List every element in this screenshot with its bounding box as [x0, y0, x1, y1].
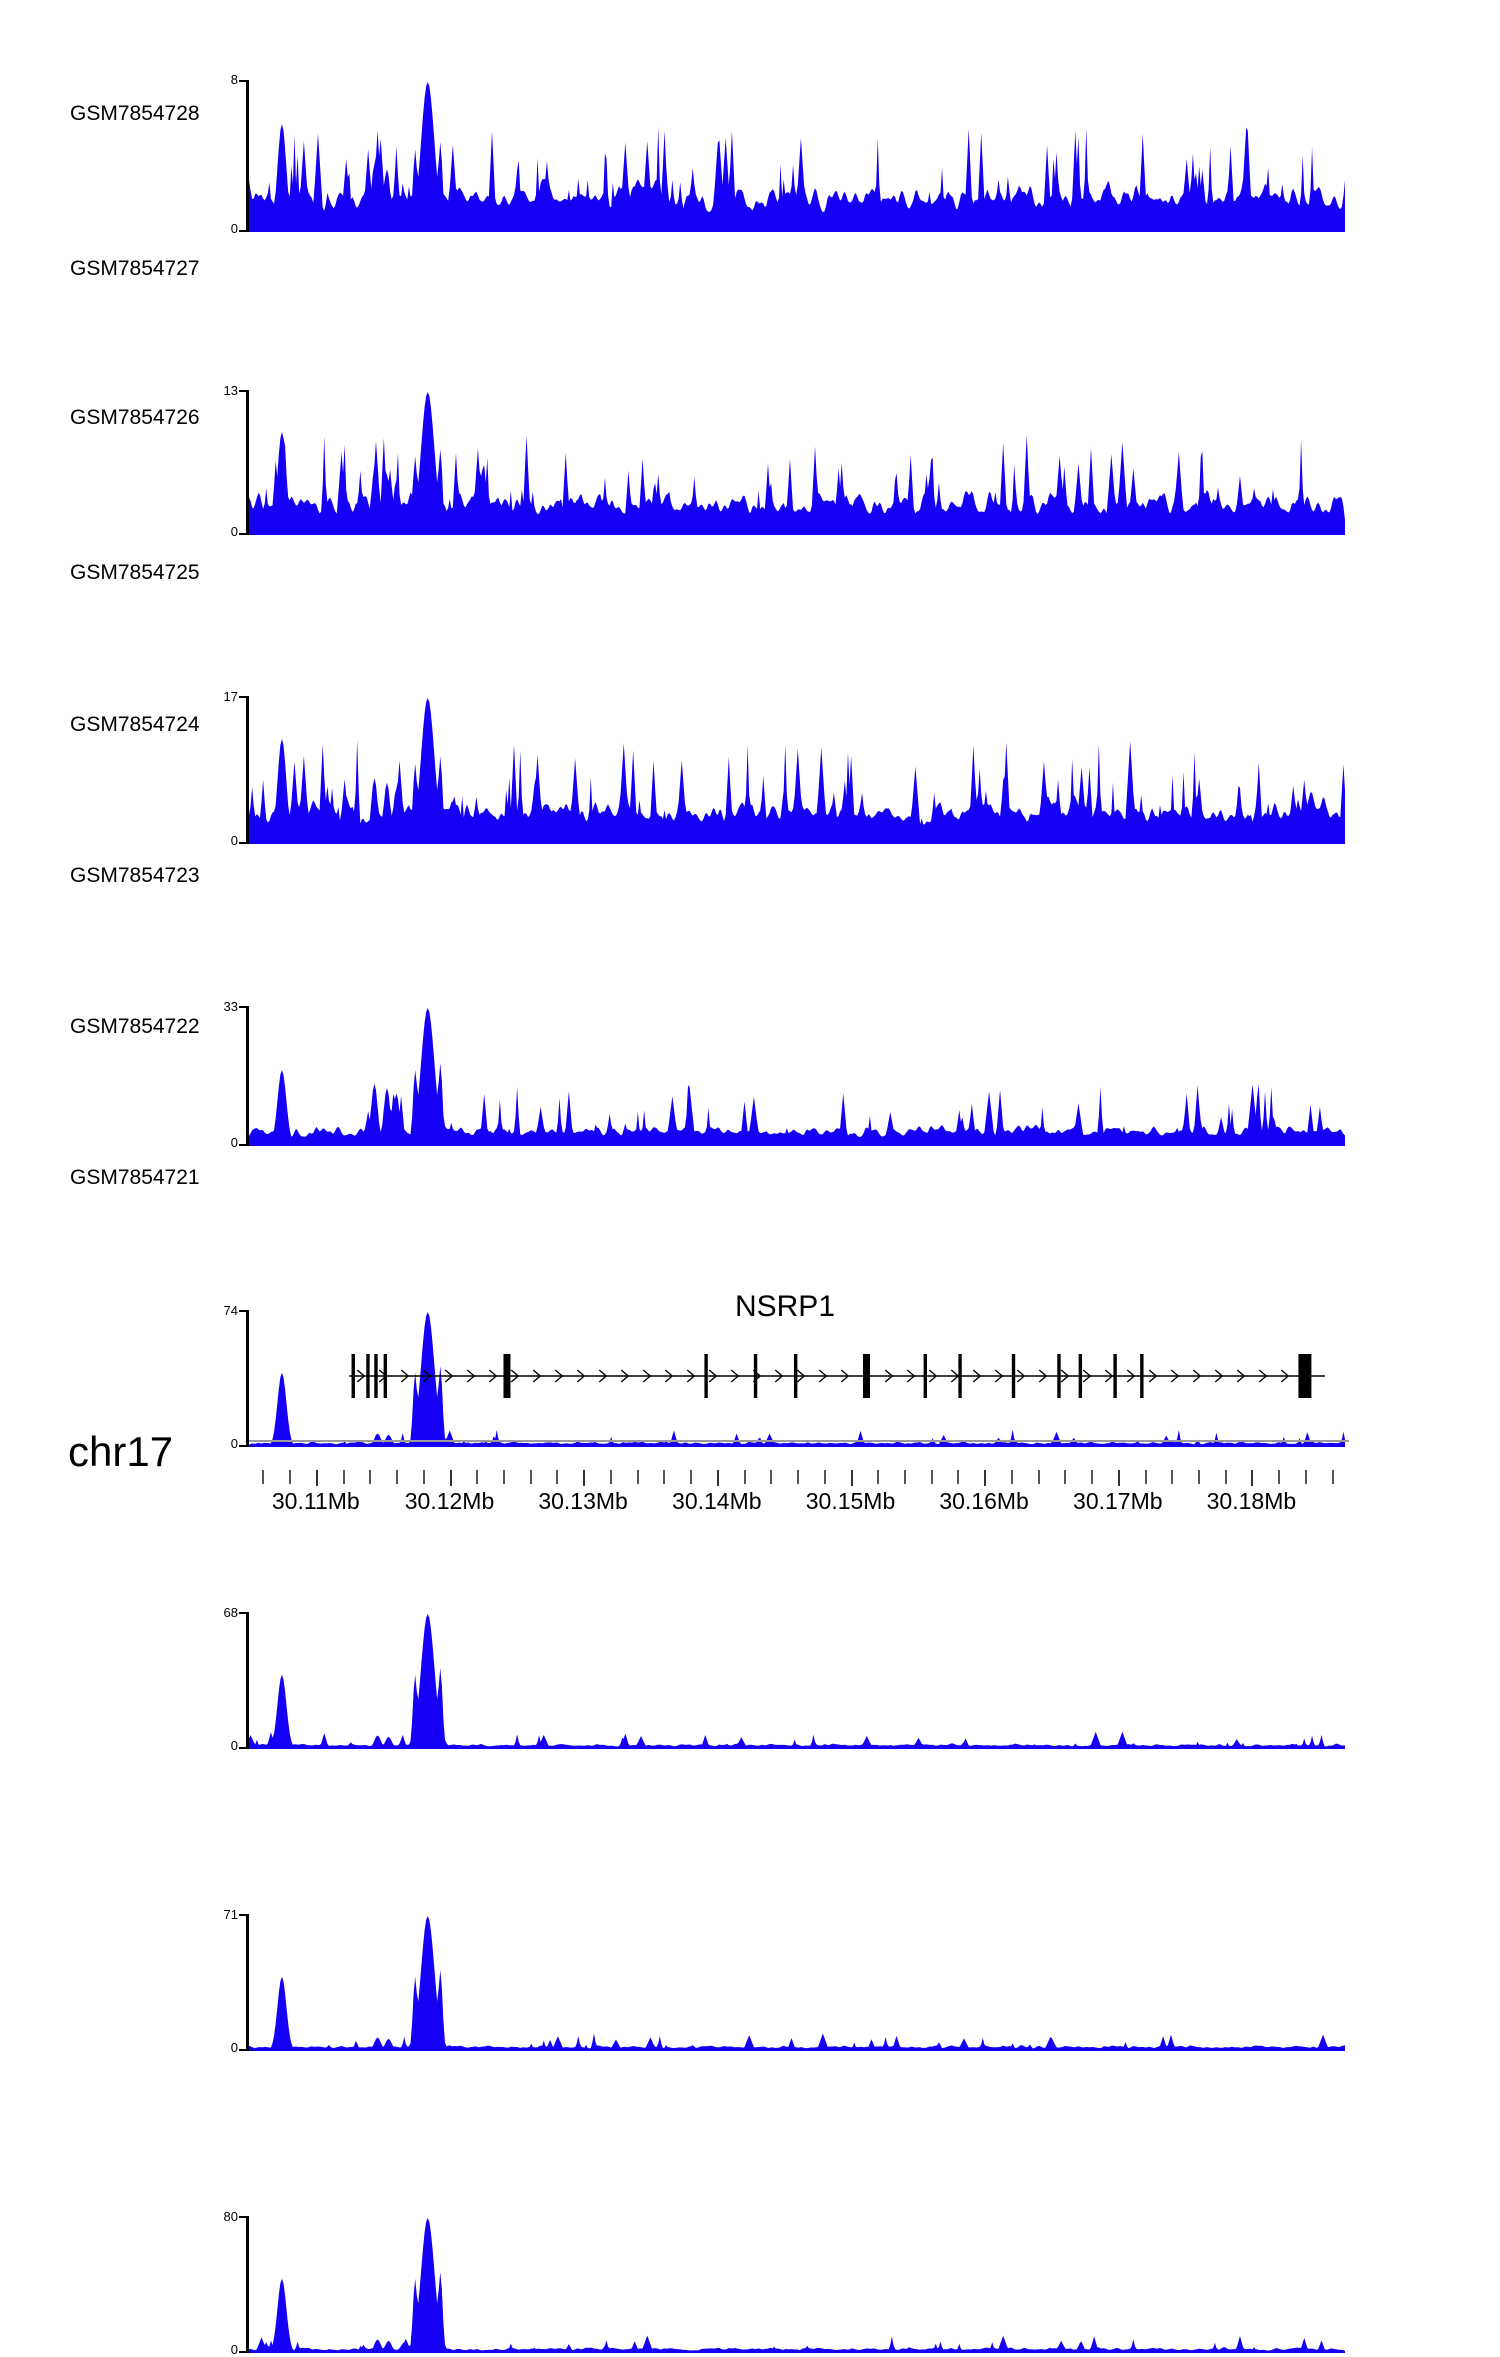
ruler-tick	[824, 1470, 826, 1484]
ruler-tick	[503, 1470, 505, 1484]
ruler-tick	[423, 1470, 425, 1484]
ruler-tick	[289, 1470, 291, 1484]
ruler-tick	[1038, 1470, 1040, 1484]
track-axis-max-label: 17	[223, 689, 238, 704]
ruler-tick	[690, 1470, 692, 1484]
track-axis-max-label: 8	[230, 72, 238, 87]
ruler-tick	[663, 1470, 665, 1484]
ruler-tick	[904, 1470, 906, 1484]
ruler-tick-major	[450, 1470, 452, 1486]
ruler-tick	[1171, 1470, 1173, 1484]
track-signal-plot	[249, 2216, 1345, 2353]
ruler-tick	[1198, 1470, 1200, 1484]
ruler-tick-major	[1118, 1470, 1120, 1486]
ruler-tick	[637, 1470, 639, 1484]
track-label: GSM7854723	[70, 864, 200, 887]
track-row[interactable]	[0, 40, 1500, 236]
track-signal-plot	[249, 1612, 1345, 1749]
gene-name-label: NSRP1	[734, 1290, 836, 1323]
track-label: GSM7854727	[70, 257, 200, 280]
track-axis-min-label: 0	[230, 221, 238, 236]
track-axis-tick-max	[239, 2216, 247, 2218]
track-axis-tick-max	[239, 80, 247, 82]
ruler-ticks	[249, 1470, 1349, 1486]
ruler-tick	[369, 1470, 371, 1484]
track-label: GSM7854724	[70, 713, 200, 736]
ruler-tick-label: 30.16Mb	[939, 1488, 1029, 1514]
track-axis-max-label: 13	[223, 383, 238, 398]
gene-annotation-panel[interactable]	[0, 1290, 1500, 1420]
chromosome-label: chr17	[68, 1428, 174, 1475]
ruler-tick	[1278, 1470, 1280, 1484]
track-label: GSM7854728	[70, 102, 200, 125]
ruler-tick	[957, 1470, 959, 1484]
track-axis-min-label: 0	[230, 2342, 238, 2357]
ruler-tick	[476, 1470, 478, 1484]
ruler-tick	[744, 1470, 746, 1484]
ruler-tick-label: 30.15Mb	[805, 1488, 896, 1514]
ruler-tick	[1011, 1470, 1013, 1484]
ruler-tick	[610, 1470, 612, 1484]
ruler-tick	[877, 1470, 879, 1484]
track-axis-min-label: 0	[230, 524, 238, 539]
ruler-tick	[1091, 1470, 1093, 1484]
ruler-tick	[1064, 1470, 1066, 1484]
track-label: GSM7854722	[70, 1015, 200, 1038]
ruler-tick	[770, 1470, 772, 1484]
ruler-tick	[931, 1470, 933, 1484]
ruler-baseline	[249, 1440, 1349, 1442]
ruler-tick	[530, 1470, 532, 1484]
track-axis-tick-min	[239, 2049, 247, 2051]
ruler-tick	[1225, 1470, 1227, 1484]
ruler-tick-label: 30.17Mb	[1073, 1488, 1163, 1514]
track-label: GSM7854725	[70, 561, 200, 584]
ruler-tick	[262, 1470, 264, 1484]
ruler-tick-label: 30.12Mb	[404, 1488, 495, 1514]
ruler-tick	[556, 1470, 558, 1484]
ruler-tick-label: 30.14Mb	[672, 1488, 762, 1514]
ruler-tick-major	[717, 1470, 719, 1486]
ruler-tick-major	[984, 1470, 986, 1486]
track-axis-min-label: 0	[230, 1436, 238, 1451]
track-axis-min-label: 0	[230, 1135, 238, 1150]
ruler-tick	[797, 1470, 799, 1484]
track-axis-max-label: 33	[223, 999, 238, 1014]
gene-model-svg	[249, 1338, 1345, 1413]
track-axis-tick-max	[239, 1612, 247, 1614]
track-axis-tick-min	[239, 2351, 247, 2353]
ruler-tick-major	[851, 1470, 853, 1486]
ruler-tick-major	[583, 1470, 585, 1486]
track-signal-plot	[249, 1914, 1345, 2051]
ruler-tick-label: 30.18Mb	[1206, 1488, 1297, 1514]
track-axis-max-label: 68	[223, 1605, 238, 1620]
ruler-tick-major	[1251, 1470, 1253, 1486]
ruler-tick-label: 30.11Mb	[271, 1488, 360, 1514]
track-axis-tick-min	[239, 1747, 247, 1749]
track-axis-tick-min	[239, 1445, 247, 1447]
track-label: GSM7854726	[70, 406, 200, 429]
track-axis-max-label: 74	[223, 1303, 238, 1318]
coordinate-ruler[interactable]	[249, 1432, 1349, 1542]
ruler-tick	[1305, 1470, 1307, 1484]
track-axis-max-label: 80	[223, 2209, 238, 2224]
track-axis-min-label: 0	[230, 833, 238, 848]
track-label: GSM7854721	[70, 1166, 200, 1189]
track-axis-max-label: 71	[223, 1907, 238, 1922]
ruler-tick-label: 30.13Mb	[538, 1488, 628, 1514]
ruler-tick-major	[316, 1470, 318, 1486]
track-axis-min-label: 0	[230, 1738, 238, 1753]
track-axis-tick-max	[239, 1914, 247, 1916]
ruler-tick	[1145, 1470, 1147, 1484]
ruler-tick	[396, 1470, 398, 1484]
track-axis-min-label: 0	[230, 2040, 238, 2055]
ruler-tick	[1332, 1470, 1334, 1484]
ruler-tick	[343, 1470, 345, 1484]
